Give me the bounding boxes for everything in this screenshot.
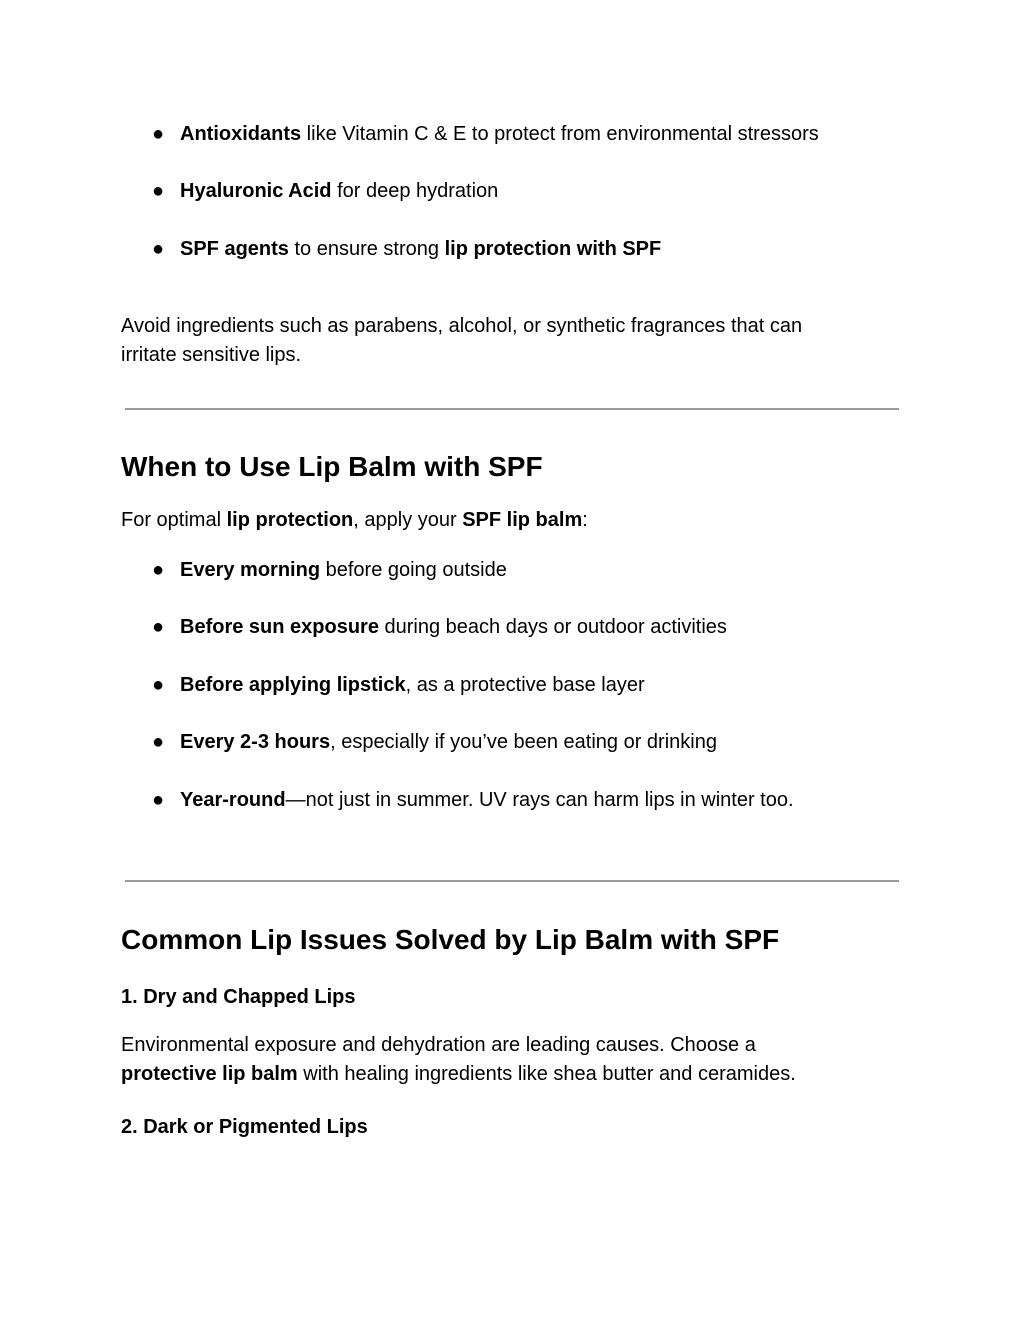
list-item-bold-2: lip protection with SPF xyxy=(444,238,662,260)
list-item-text: to ensure strong xyxy=(288,238,445,260)
list-item xyxy=(152,615,727,639)
list-item-text: —not just in summer. UV rays can harm lips in winter too. xyxy=(285,789,794,811)
intro-text: For optimal xyxy=(121,509,227,531)
list-item xyxy=(152,788,794,812)
subsection-heading: 1. Dry and Chapped Lips xyxy=(121,986,356,1008)
list-item xyxy=(152,730,717,754)
paragraph-line: Avoid ingredients such as parabens, alcohol, or synthetic fragrances that can xyxy=(121,315,803,337)
bullet-icon: ● xyxy=(152,238,165,260)
horizontal-divider xyxy=(125,880,899,882)
issue-paragraph xyxy=(121,1031,796,1089)
bullet-icon: ● xyxy=(152,674,165,696)
list-item-bold: Before applying lipstick xyxy=(180,674,406,696)
intro-bold: lip protection xyxy=(226,509,354,531)
list-item xyxy=(152,558,507,582)
paragraph-line xyxy=(121,1060,796,1089)
list-item-bold: SPF agents xyxy=(180,238,289,260)
list-item-text: , especially if you’ve been eating or drinking xyxy=(330,731,717,753)
bullet-icon: ● xyxy=(152,616,165,638)
bullet-icon: ● xyxy=(152,789,165,811)
list-item xyxy=(152,237,661,261)
bullet-icon: ● xyxy=(152,123,165,145)
list-item-text: during beach days or outdoor activities xyxy=(378,616,727,638)
list-item-bold: Every morning xyxy=(180,559,321,581)
list-item-bold: Year-round xyxy=(180,789,286,811)
paragraph-text: with healing ingredients like shea butter and ceramides. xyxy=(297,1063,796,1085)
list-item-text: for deep hydration xyxy=(331,180,499,202)
list-item-bold: Antioxidants xyxy=(180,123,302,145)
paragraph-line: Environmental exposure and dehydration are leading causes. Choose a xyxy=(121,1034,756,1056)
section-heading: When to Use Lip Balm with SPF xyxy=(121,451,543,482)
subsection-heading: 2. Dark or Pigmented Lips xyxy=(121,1116,368,1138)
intro-bold: SPF lip balm xyxy=(462,509,583,531)
paragraph-line: irritate sensitive lips. xyxy=(121,344,302,366)
horizontal-divider xyxy=(125,408,899,410)
section-heading: Common Lip Issues Solved by Lip Balm with SPF xyxy=(121,924,780,955)
list-item-text: before going outside xyxy=(320,559,507,581)
bullet-icon: ● xyxy=(152,180,165,202)
intro-paragraph xyxy=(121,506,588,535)
paragraph-bold: protective lip balm xyxy=(121,1063,298,1085)
bullet-icon: ● xyxy=(152,731,165,753)
bullet-icon: ● xyxy=(152,559,165,581)
list-item-text: like Vitamin C & E to protect from environmental stressors xyxy=(301,123,819,145)
list-item-bold: Hyaluronic Acid xyxy=(180,180,332,202)
list-item xyxy=(152,673,645,697)
list-item-text: , as a protective base layer xyxy=(405,674,645,696)
list-item xyxy=(152,122,819,146)
list-item xyxy=(152,179,498,203)
list-item-bold: Every 2-3 hours xyxy=(180,731,331,753)
intro-text: , apply your xyxy=(353,509,463,531)
avoid-paragraph xyxy=(121,312,802,370)
intro-text: : xyxy=(582,509,588,531)
list-item-bold: Before sun exposure xyxy=(180,616,379,638)
